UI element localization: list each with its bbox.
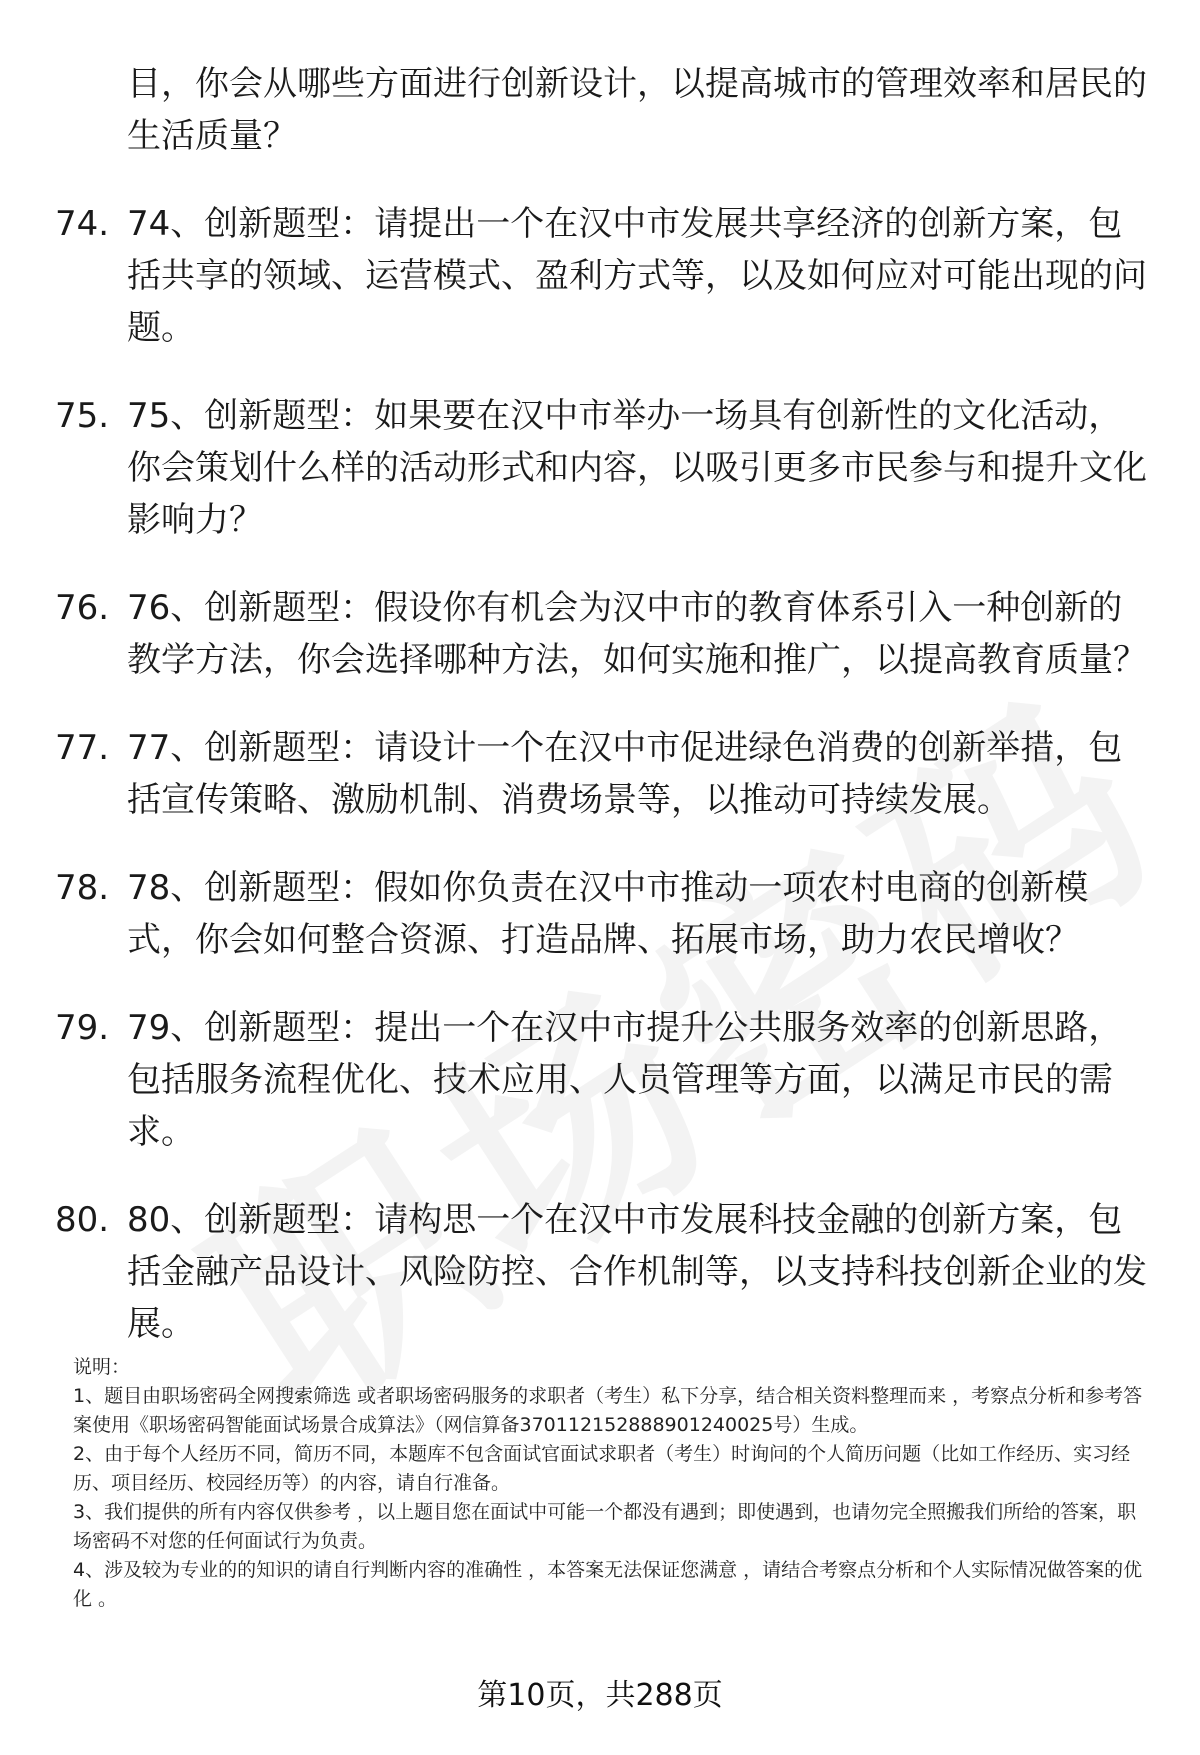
question-item-74 [0,198,1200,354]
question-number: 76. [55,588,110,628]
question-number: 80. [55,1200,110,1240]
question-text: 目，你会从哪些方面进行创新设计，以提高城市的管理效率和居民的生活质量？ [127,64,1147,156]
notes-section [73,1353,1153,1614]
question-item-75 [0,390,1200,546]
question-list [0,58,1200,1386]
question-item-79 [0,1002,1200,1158]
page-number: 第10页，共288页 [477,1678,723,1713]
question-number: 74. [55,204,110,244]
question-text: 80、创新题型：请构思一个在汉中市发展科技金融的创新方案，包括金融产品设计、风险防控、合作机制等，以支持科技创新企业的发展。 [127,1200,1147,1344]
question-item-78 [0,862,1200,966]
note-item: 3、我们提供的所有内容仅供参考 ，以上题目您在面试中可能一个都没有遇到；即使遇到，也请勿完全照搬我们所给的答案，职场密码不对您的任何面试行为负责。 [73,1501,1137,1552]
note-item: 2、由于每个人经历不同，简历不同，本题库不包含面试官面试求职者（考生）时询问的个人简历问题（比如工作经历、实习经历、项目经历、校园经历等）的内容，请自行准备。 [73,1443,1131,1494]
question-text: 77、创新题型：请设计一个在汉中市促进绿色消费的创新举措，包括宣传策略、激励机制、消费场景等，以推动可持续发展。 [127,728,1123,820]
question-text: 76、创新题型：假设你有机会为汉中市的教育体系引入一种创新的教学方法，你会选择哪种方法，如何实施和推广，以提高教育质量？ [127,588,1147,680]
note-item: 1、题目由职场密码全网搜索筛选 或者职场密码服务的求职者（考生）私下分享，结合相关资料整理而来 ，考察点分析和参考答案使用《职场密码智能面试场景合成算法》（网信算备370112152888901240025号）生成。 [73,1385,1143,1436]
notes-title: 说明： [73,1356,131,1378]
question-text: 75、创新题型：如果要在汉中市举办一场具有创新性的文化活动，你会策划什么样的活动形式和内容，以吸引更多市民参与和提升文化影响力？ [127,396,1147,540]
note-item: 4、涉及较为专业的的知识的请自行判断内容的准确性 ，本答案无法保证您满意 ，请结合考察点分析和个人实际情况做答案的优化 。 [73,1559,1143,1610]
question-item-77 [0,722,1200,826]
question-text: 79、创新题型：提出一个在汉中市提升公共服务效率的创新思路，包括服务流程优化、技术应用、人员管理等方面，以满足市民的需求。 [127,1008,1123,1152]
question-number: 77. [55,728,110,768]
question-item-76 [0,582,1200,686]
question-number: 75. [55,396,110,436]
question-item-continued [0,58,1200,162]
question-number: 78. [55,868,110,908]
question-item-80 [0,1194,1200,1350]
question-text: 78、创新题型：假如你负责在汉中市推动一项农村电商的创新模式，你会如何整合资源、打造品牌、拓展市场，助力农民增收？ [127,868,1089,960]
question-text: 74、创新题型：请提出一个在汉中市发展共享经济的创新方案，包括共享的领域、运营模式、盈利方式等，以及如何应对可能出现的问题。 [127,204,1147,348]
question-number: 79. [55,1008,110,1048]
